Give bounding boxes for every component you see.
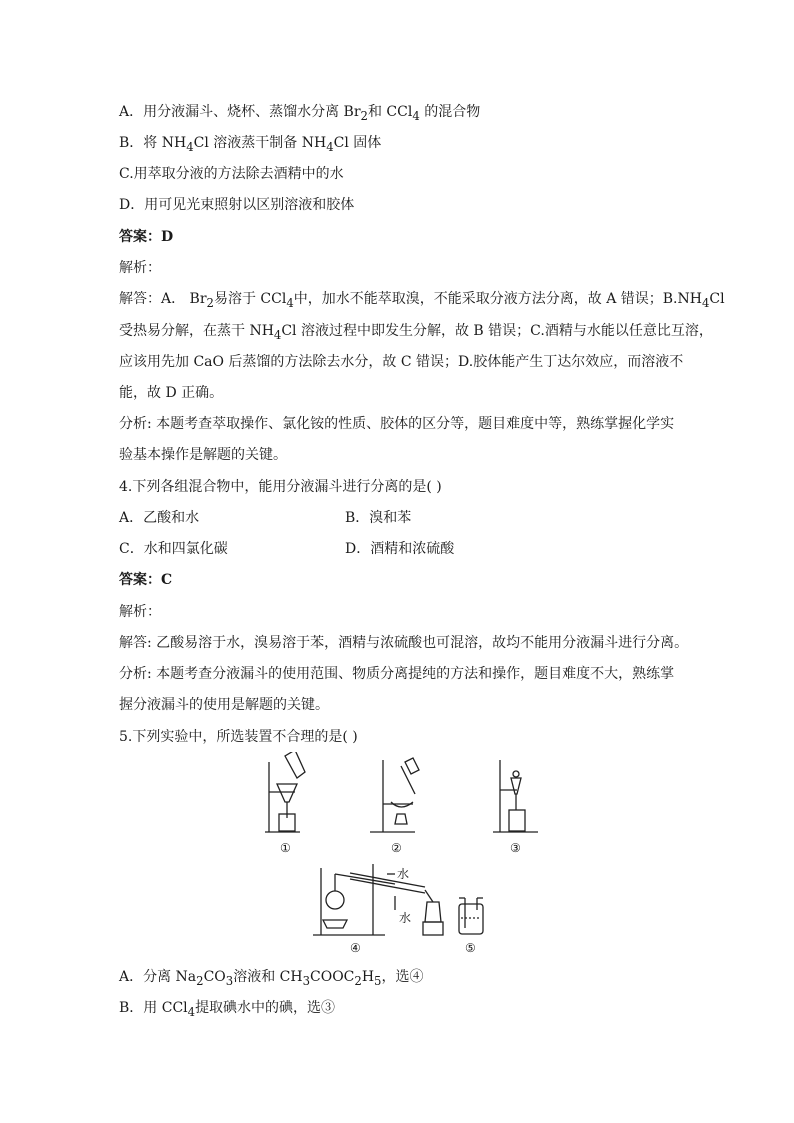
q4-stem: 4.下列各组混合物中，能用分液漏斗进行分离的是( ) (119, 479, 442, 495)
q4-option-b: B．溴和苯 (345, 510, 412, 526)
q4-note-line1: 分析: 本题考查分液漏斗的使用范围、物质分离提纯的方法和操作，题目难度不大，熟练掌 (119, 666, 675, 682)
fig-label-1: ① (280, 841, 291, 855)
apparatus-2-evaporation (370, 758, 419, 832)
q3-answer: 答案：D (119, 229, 174, 245)
apparatus-figure (255, 752, 555, 957)
apparatus-1-filtration (265, 752, 305, 832)
q4-analysis-label: 解析： (119, 604, 161, 620)
q4-solution: 解答: 乙酸易溶于水，溴易溶于苯，酒精与浓硫酸也可混溶，故均不能用分液漏斗进行分离。 (119, 635, 689, 651)
q3-note-line2: 验基本操作是解题的关键。 (119, 447, 287, 463)
q3-note-line1: 分析: 本题考查萃取操作、氯化铵的性质、胶体的区分等，题目难度中等，熟练掌握化学实 (119, 416, 675, 432)
q3-option-a: A．用分液漏斗、烧杯、蒸馏水分离 $Br_2$和 CCl$_4$ 的混合物 (119, 104, 481, 123)
fig-label-2: ② (391, 841, 402, 855)
q3-option-c: C.用萃取分液的方法除去酒精中的水 (119, 166, 344, 182)
water-out-label: 水 (399, 911, 412, 925)
q4-option-a: A．乙酸和水 (119, 510, 200, 526)
fig-label-4: ④ (350, 941, 361, 955)
q3-option-d: D．用可见光束照射以区别溶液和胶体 (119, 197, 355, 213)
apparatus-5-gas-bottle (459, 898, 483, 934)
q3-solution-line3: 应该用先加 CaO 后蒸馏的方法除去水分，故 C 错误；D.胶体能产生丁达尔效应，而溶液不 (119, 354, 684, 370)
fig-label-3: ③ (510, 841, 521, 855)
q5-option-b: B．用 CCl$_4$提取碘水中的碘，选③ (119, 1000, 336, 1019)
q5-stem: 5.下列实验中，所选装置不合理的是( ) (119, 729, 358, 745)
apparatus-3-separatory-funnel (493, 760, 538, 832)
q3-solution-line1: 解答：A． $Br_2$易溶于 CCl$_4$中，加水不能萃取溴，不能采取分液方法分离，故 A 错误；$B.NH_4Cl$ (119, 291, 725, 310)
q4-note-line2: 握分液漏斗的使用是解题的关键。 (119, 697, 329, 713)
q4-option-c: C．水和四氯化碳 (119, 541, 228, 557)
water-in-label: 水 (397, 867, 410, 881)
q4-option-d: D．酒精和浓硫酸 (345, 541, 455, 557)
q3-option-b: B．将 $NH_4Cl$ 溶液蒸干制备 $NH_4Cl$ 固体 (119, 135, 382, 154)
q5-option-a: A．分离 $Na_2CO_3$溶液和 $CH_3COOC_2H_5$，选④ (119, 969, 424, 988)
fig-label-5: ⑤ (465, 941, 476, 955)
q4-answer: 答案：C (119, 572, 173, 588)
q3-analysis-label: 解析： (119, 260, 161, 276)
q3-solution-line2: 受热易分解，在蒸干 $NH_4Cl$ 溶液过程中即发生分解，故 B 错误；C.酒精与水能以任意比互溶， (119, 323, 713, 342)
apparatus-4-distillation (313, 864, 443, 935)
q3-solution-line4: 能，故 D 正确。 (119, 385, 224, 401)
